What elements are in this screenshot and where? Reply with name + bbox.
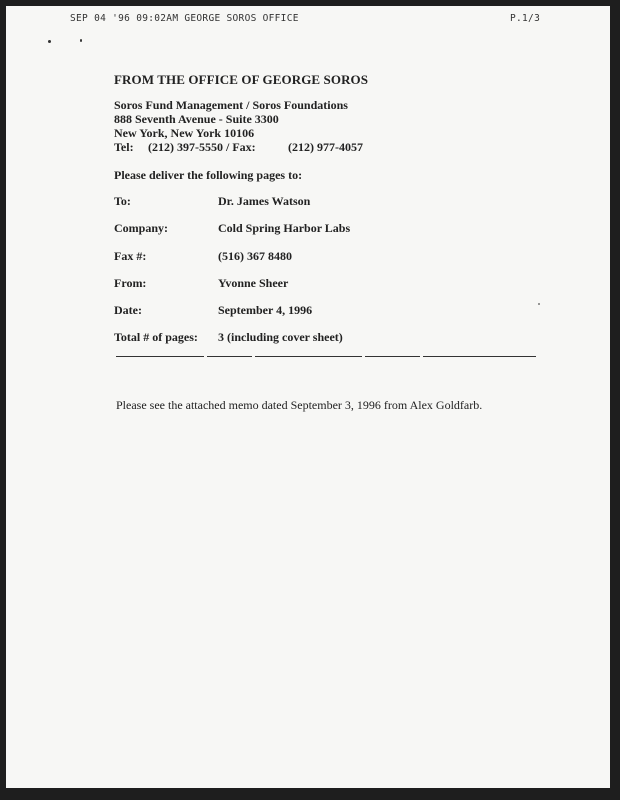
letterhead-organization: Soros Fund Management / Soros Foundations (114, 98, 348, 112)
fax-page (6, 6, 610, 788)
field-label-date: Date: (114, 303, 142, 317)
letterhead-tel-label: Tel: (114, 140, 134, 154)
field-value-fax: (516) 367 8480 (218, 249, 292, 263)
field-value-to: Dr. James Watson (218, 194, 311, 208)
letterhead-title: FROM THE OFFICE OF GEORGE SOROS (114, 72, 369, 87)
field-value-company: Cold Spring Harbor Labs (218, 221, 351, 235)
divider-gap (362, 354, 365, 359)
letterhead-tel-value: (212) 397-5550 / Fax: (148, 140, 256, 154)
scan-speck (48, 40, 51, 43)
cover-message: Please see the attached memo dated September 3, 1996 from Alex Goldfarb. (116, 398, 483, 412)
field-label-fax: Fax #: (114, 249, 147, 263)
field-value-date: September 4, 1996 (218, 303, 313, 317)
divider-gap (420, 354, 423, 359)
field-label-from: From: (114, 276, 147, 290)
scan-dot (538, 303, 540, 305)
field-value-from: Yvonne Sheer (218, 276, 289, 290)
field-label-company: Company: (114, 221, 169, 235)
fax-transmission-header: SEP 04 '96 09:02AM GEORGE SOROS OFFICE (70, 13, 299, 24)
fax-page-counter: P.1/3 (510, 13, 541, 24)
scan-speck (80, 39, 82, 42)
letterhead-city: New York, New York 10106 (114, 126, 255, 140)
field-label-total-pages: Total # of pages: (114, 330, 198, 344)
letterhead-fax-value: (212) 977-4057 (288, 140, 363, 154)
divider-gap (204, 354, 207, 359)
divider-gap (252, 354, 255, 359)
field-value-total-pages: 3 (including cover sheet) (218, 330, 343, 344)
letterhead-street: 888 Seventh Avenue - Suite 3300 (114, 112, 279, 126)
field-label-to: To: (114, 194, 131, 208)
delivery-instruction: Please deliver the following pages to: (114, 168, 303, 182)
divider-line (116, 356, 536, 357)
